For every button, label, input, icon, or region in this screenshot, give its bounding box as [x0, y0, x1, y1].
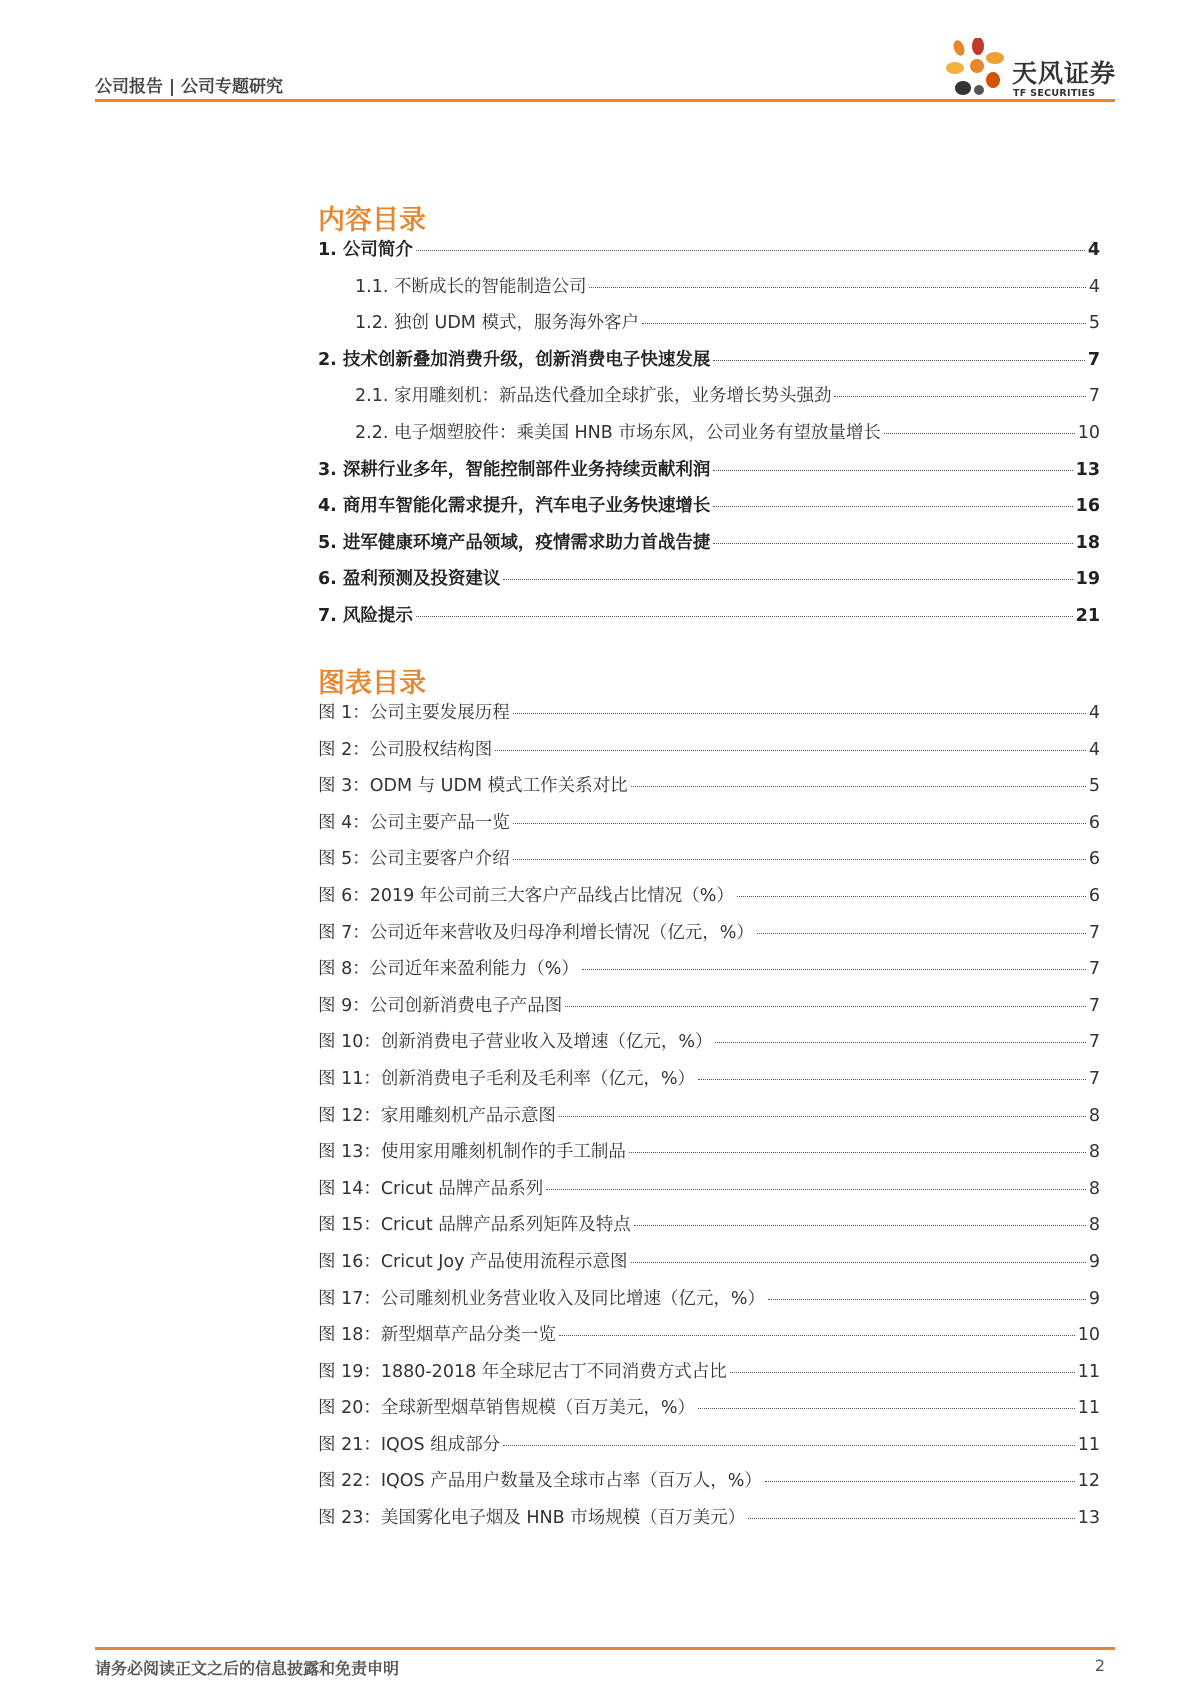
dot-leader [503, 579, 1072, 580]
toc-entry-page: 13 [1075, 459, 1100, 480]
figure-entry[interactable] [318, 1358, 1100, 1395]
figure-entry-page: 8 [1088, 1178, 1100, 1199]
figure-entry-label: 图 8：公司近年来盈利能力（%） [318, 959, 579, 980]
toc-entry[interactable] [318, 273, 1100, 310]
figure-entry-label: 图 22：IQOS 产品用户数量及全球市占率（百万人，%） [318, 1471, 762, 1492]
toc-entry-label: 5. 进军健康环境产品领域，疫情需求助力首战告捷 [318, 532, 711, 553]
dot-leader [698, 1079, 1086, 1080]
figure-entry-label: 图 23：美国雾化电子烟及 HNB 市场规模（百万美元） [318, 1508, 746, 1529]
figure-entry[interactable] [318, 992, 1100, 1029]
dot-leader [713, 543, 1072, 544]
dot-leader [565, 1006, 1086, 1007]
figure-entry[interactable] [318, 955, 1100, 992]
table-of-contents [318, 236, 1100, 639]
figure-entry-page: 6 [1088, 849, 1100, 870]
footer-divider [95, 1647, 1115, 1650]
figure-entry[interactable] [318, 809, 1100, 846]
figure-entry[interactable] [318, 1248, 1100, 1285]
figure-list-title: 图表目录 [318, 668, 426, 699]
figure-entry[interactable] [318, 736, 1100, 773]
toc-entry[interactable] [318, 529, 1100, 566]
logo-text-cn: 天风证券 [1012, 59, 1117, 88]
dot-leader [748, 1518, 1075, 1519]
figure-entry-label: 图 4：公司主要产品一览 [318, 812, 510, 833]
dot-leader [546, 1189, 1086, 1190]
figure-entry-page: 6 [1088, 885, 1100, 906]
figure-entry-page: 8 [1088, 1105, 1100, 1126]
figure-entry-page: 8 [1088, 1215, 1100, 1236]
toc-entry-label: 6. 盈利预测及投资建议 [318, 569, 501, 590]
dot-leader [416, 250, 1085, 251]
figure-entry[interactable] [318, 882, 1100, 919]
figure-entry-label: 图 10：创新消费电子营业收入及增速（亿元，%） [318, 1032, 713, 1053]
toc-entry-page: 5 [1088, 313, 1100, 334]
figure-entry[interactable] [318, 1285, 1100, 1322]
dot-leader [582, 969, 1086, 970]
toc-entry-label: 4. 商用车智能化需求提升，汽车电子业务快速增长 [318, 496, 711, 517]
dot-leader [765, 1481, 1075, 1482]
figure-entry-label: 图 16：Cricut Joy 产品使用流程示意图 [318, 1251, 628, 1272]
dot-leader [713, 360, 1084, 361]
dot-leader [513, 713, 1086, 714]
figure-entry-label: 图 15：Cricut 品牌产品系列矩阵及特点 [318, 1215, 631, 1236]
toc-entry-label: 2.2. 电子烟塑胶件：乘美国 HNB 市场东风，公司业务有望放量增长 [355, 422, 881, 443]
figure-entry-label: 图 11：创新消费电子毛利及毛利率（亿元，%） [318, 1068, 695, 1089]
dot-leader [730, 1372, 1075, 1373]
logo-text-en: TF SECURITIES [1013, 88, 1096, 99]
figure-entry[interactable] [318, 1504, 1100, 1541]
flower-logo-icon [945, 38, 1007, 100]
dot-leader [737, 896, 1086, 897]
figure-entry[interactable] [318, 1138, 1100, 1175]
figure-entry-page: 10 [1077, 1325, 1100, 1346]
figure-entry-page: 11 [1077, 1398, 1100, 1419]
toc-entry[interactable] [318, 565, 1100, 602]
dot-leader [884, 433, 1075, 434]
figure-entry-page: 8 [1088, 1142, 1100, 1163]
figure-entry-label: 图 9：公司创新消费电子产品图 [318, 995, 563, 1016]
dot-leader [757, 933, 1086, 934]
figure-entry-label: 图 17：公司雕刻机业务营业收入及同比增速（亿元，%） [318, 1288, 765, 1309]
figure-entry[interactable] [318, 772, 1100, 809]
figure-entry-page: 7 [1088, 1032, 1100, 1053]
figure-entry-page: 6 [1088, 812, 1100, 833]
dot-leader [713, 506, 1072, 507]
toc-entry-label: 2.1. 家用雕刻机：新品迭代叠加全球扩张，业务增长势头强劲 [355, 386, 832, 407]
dot-leader [713, 470, 1072, 471]
toc-title: 内容目录 [318, 205, 426, 236]
figure-entry-page: 12 [1077, 1471, 1100, 1492]
figure-entry-page: 11 [1077, 1361, 1100, 1382]
figure-entry[interactable] [318, 845, 1100, 882]
dot-leader [513, 823, 1086, 824]
dot-leader [642, 323, 1086, 324]
dot-leader [631, 786, 1086, 787]
figure-entry-label: 图 2：公司股权结构图 [318, 739, 493, 760]
toc-entry-page: 19 [1075, 569, 1100, 590]
figure-entry[interactable] [318, 1394, 1100, 1431]
figure-list [318, 699, 1100, 1541]
figure-entry-label: 图 12：家用雕刻机产品示意图 [318, 1105, 556, 1126]
toc-entry[interactable] [318, 492, 1100, 529]
toc-entry[interactable] [318, 602, 1100, 639]
figure-entry-page: 7 [1088, 922, 1100, 943]
toc-entry[interactable] [318, 382, 1100, 419]
figure-entry[interactable] [318, 1028, 1100, 1065]
toc-entry-page: 18 [1075, 532, 1100, 553]
figure-entry-label: 图 19：1880-2018 年全球尼古丁不同消费方式占比 [318, 1361, 727, 1382]
figure-entry[interactable] [318, 1321, 1100, 1358]
page-number: 2 [1094, 1656, 1105, 1675]
toc-entry-label: 7. 风险提示 [318, 605, 413, 626]
figure-entry-page: 9 [1088, 1251, 1100, 1272]
dot-leader [715, 1042, 1085, 1043]
disclaimer: 请务必阅读正文之后的信息披露和免责申明 [95, 1659, 400, 1678]
figure-entry-label: 图 7：公司近年来营收及归母净利增长情况（亿元，%） [318, 922, 754, 943]
figure-entry[interactable] [318, 1065, 1100, 1102]
toc-entry-label: 3. 深耕行业多年，智能控制部件业务持续贡献利润 [318, 459, 711, 480]
toc-entry-label: 1.2. 独创 UDM 模式，服务海外客户 [355, 313, 639, 334]
figure-entry-page: 7 [1088, 1068, 1100, 1089]
figure-entry[interactable] [318, 1175, 1100, 1212]
dot-leader [629, 1152, 1086, 1153]
toc-entry-page: 21 [1075, 605, 1100, 626]
dot-leader [768, 1299, 1086, 1300]
company-logo [945, 38, 1120, 104]
report-category: 公司报告 | 公司专题研究 [95, 77, 284, 97]
figure-entry[interactable] [318, 699, 1100, 736]
dot-leader [698, 1408, 1075, 1409]
toc-entry-label: 1. 公司简介 [318, 240, 413, 260]
dot-leader [589, 287, 1085, 288]
figure-entry-label: 图 21：IQOS 组成部分 [318, 1434, 501, 1455]
figure-entry-label: 图 20：全球新型烟草销售规模（百万美元，%） [318, 1398, 695, 1419]
figure-entry-page: 11 [1077, 1434, 1100, 1455]
toc-entry-page: 4 [1088, 276, 1100, 297]
dot-leader [834, 396, 1085, 397]
figure-entry[interactable] [318, 1467, 1100, 1504]
toc-entry-page: 7 [1087, 349, 1100, 370]
figure-entry-label: 图 1：公司主要发展历程 [318, 703, 510, 723]
figure-entry-page: 4 [1088, 703, 1100, 723]
dot-leader [559, 1116, 1086, 1117]
toc-entry-label: 2. 技术创新叠加消费升级，创新消费电子快速发展 [318, 349, 711, 370]
figure-entry[interactable] [318, 1211, 1100, 1248]
toc-entry-label: 1.1. 不断成长的智能制造公司 [355, 276, 587, 297]
figure-entry-label: 图 6：2019 年公司前三大客户产品线占比情况（%） [318, 885, 734, 906]
dot-leader [513, 859, 1086, 860]
toc-entry-page: 4 [1087, 240, 1100, 260]
toc-entry[interactable] [318, 456, 1100, 493]
figure-entry-page: 4 [1088, 739, 1100, 760]
figure-entry-page: 7 [1088, 959, 1100, 980]
toc-entry[interactable] [318, 346, 1100, 383]
figure-entry-label: 图 3：ODM 与 UDM 模式工作关系对比 [318, 776, 628, 797]
toc-entry[interactable] [318, 309, 1100, 346]
dot-leader [416, 616, 1073, 617]
figure-entry-page: 13 [1077, 1508, 1100, 1529]
toc-entry-page: 7 [1088, 386, 1100, 407]
dot-leader [559, 1335, 1075, 1336]
figure-entry[interactable] [318, 1102, 1100, 1139]
figure-entry-page: 7 [1088, 995, 1100, 1016]
toc-entry[interactable] [318, 236, 1100, 273]
figure-entry[interactable] [318, 919, 1100, 956]
dot-leader [503, 1445, 1075, 1446]
figure-entry-label: 图 5：公司主要客户介绍 [318, 849, 510, 870]
dot-leader [495, 750, 1086, 751]
dot-leader [631, 1262, 1086, 1263]
figure-entry-label: 图 13：使用家用雕刻机制作的手工制品 [318, 1142, 626, 1163]
figure-entry-page: 5 [1088, 776, 1100, 797]
figure-entry[interactable] [318, 1431, 1100, 1468]
toc-entry-page: 16 [1075, 496, 1100, 517]
toc-entry[interactable] [318, 419, 1100, 456]
dot-leader [634, 1225, 1086, 1226]
figure-entry-label: 图 18：新型烟草产品分类一览 [318, 1325, 556, 1346]
figure-entry-page: 9 [1088, 1288, 1100, 1309]
figure-entry-label: 图 14：Cricut 品牌产品系列 [318, 1178, 544, 1199]
toc-entry-page: 10 [1077, 422, 1100, 443]
